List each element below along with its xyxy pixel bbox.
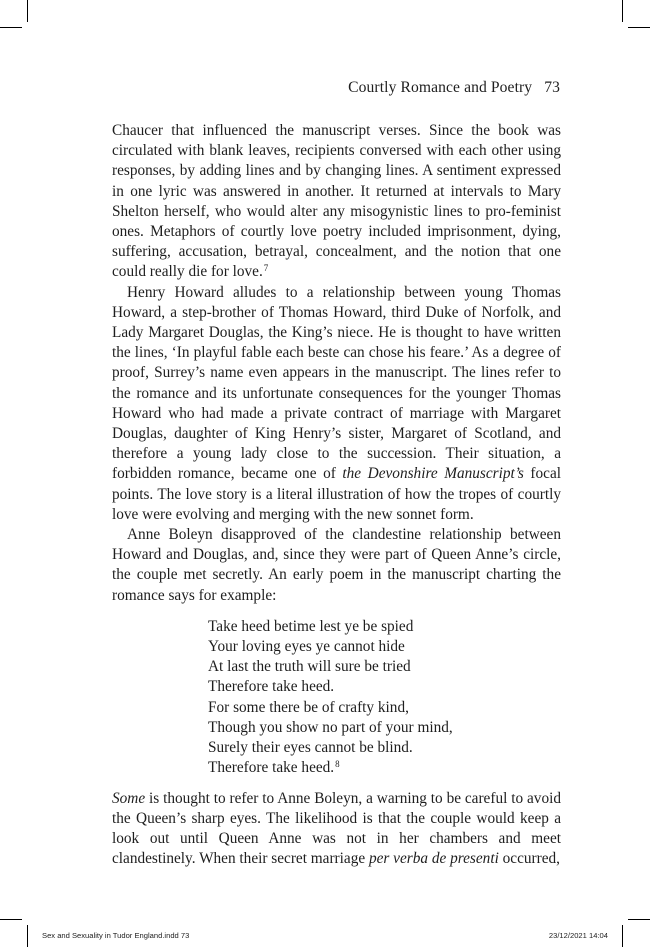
paragraph-4 [112, 789, 561, 870]
poem-line: For some there be of crafty kind, [208, 698, 409, 716]
paragraph-1 [112, 121, 561, 283]
paragraph-3-text: Anne Boleyn disapproved of the clandestine relationship between Howard and Douglas, and, since they were part of Queen Anne’s circle, the couple met secretly. An early poem in the manuscript charting the romance says for example: [112, 526, 561, 604]
running-head-title: Courtly Romance and Poetry [348, 79, 533, 96]
slug-datetime: 23/12/2021 14:04 [548, 931, 608, 940]
poem-line-last-text: Therefore take heed. [208, 759, 335, 777]
crop-mark-bottom-right [622, 925, 623, 947]
poem-line: Though you show no part of your mind, [208, 718, 453, 736]
crop-mark-top-left [27, 0, 28, 22]
page-number: 73 [544, 79, 560, 96]
paragraph-1-text: Chaucer that influenced the manuscript verses. Since the book was circulated with blank leaves, recipients conversed with each other using responses, by adding lines and by changing lines. A sentiment expressed in one lyric was answered in another. It returned at intervals to Mary Shelton herself, who would alter any misogynistic lines to pro-feminist ones. Metaphors of courtly love poetry included imprisonment, dying, suffering, accusation, betrayal, concealment, and the notion that one could really die for love. [112, 122, 561, 281]
body-text [112, 121, 561, 869]
crop-mark-top-left-h [0, 27, 22, 28]
crop-mark-top-right [622, 0, 623, 22]
paragraph-2 [112, 283, 561, 525]
paragraph-4-text-b: occurred, [498, 850, 560, 868]
paragraph-2-italic: the Devonshire Manuscript’s [342, 465, 524, 483]
footnote-ref-7: 7 [263, 262, 269, 273]
paragraph-4-italic: per verba de presenti [368, 850, 499, 868]
poem-line: Surely their eyes cannot be blind. [208, 739, 413, 757]
crop-mark-bottom-left [27, 925, 28, 947]
paragraph-4-italic-lead: Some [112, 789, 146, 807]
paragraph-2-text-a: Henry Howard alludes to a relationship between young Thomas Howard, a step-brother of Thomas Howard, third Duke of Norfolk, and Lady Margaret Douglas, the King’s niece. He is thought to have written the lines, ‘In playful fable each beste can chose his feare.’ As a degree of proof, Surrey’s name even appears in the manuscript. The lines refer to the romance and its unfortunate consequences for the younger Thomas Howard who had made a private contract of marriage with Margaret Douglas, daughter of King Henry’s sister, Margaret of Scotland, and therefore a young lady close to the succession. Their situation, a forbidden romance, became one of [112, 283, 561, 483]
footnote-ref-8: 8 [335, 758, 340, 769]
paragraph-3 [112, 525, 561, 606]
poem-line: Therefore take heed. [208, 678, 335, 696]
crop-mark-bottom-right-h [628, 919, 650, 920]
poem-line: Your loving eyes ye cannot hide [208, 638, 405, 656]
paragraph-2-text-b: focal points. The love story is a literal illustration of how the tropes of courtly love were evolving and merging with the new sonnet form. [112, 465, 561, 523]
paragraph-4-text-a: is thought to refer to Anne Boleyn, a warning to be careful to avoid the Queen’s sharp eyes. The likelihood is that the couple would keep a look out until Queen Anne was not in her chambers and meet clandestinely. When their secret marriage [112, 789, 561, 868]
poem-line-last [208, 758, 561, 778]
poem-line: Take heed betime lest ye be spied [208, 617, 414, 635]
poem-line: At last the truth will sure be tried [208, 658, 411, 676]
crop-mark-top-right-h [628, 27, 650, 28]
running-head [348, 79, 560, 97]
slug-file-name: Sex and Sexuality in Tudor England.indd 73 [42, 931, 190, 940]
crop-mark-bottom-left-h [0, 919, 22, 920]
poem-block [208, 617, 561, 779]
